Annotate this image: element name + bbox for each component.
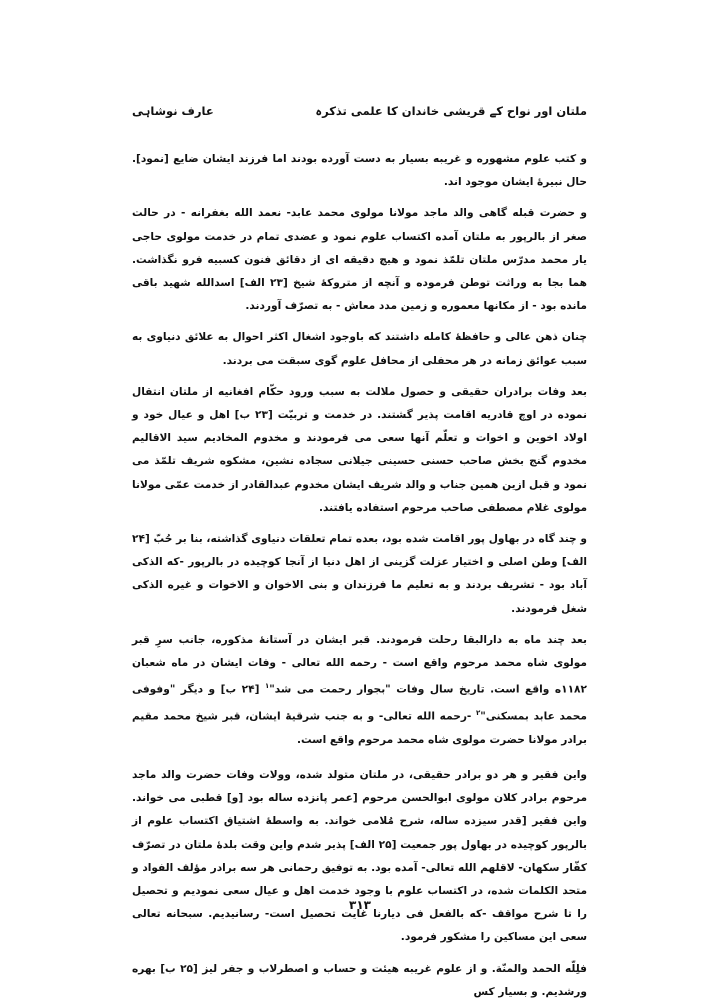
paragraph: و کتب علوم مشهوره و غریبه بسیار به دست آورده بودند اما فرزند ایشان ضایع [نمود]. حال نبیرهٔ ایشان موجود اند. [132, 153, 587, 189]
header-author: عارف نوشاہی [132, 104, 214, 118]
paragraph: و چند گاه در بهاول پور اقامت شده بود، بعده تمام تعلقات دنیاوی گذاشته، بنا بر حُبّ [۲۴ الف] وطن اصلی و اختیار عزلت گزینی از اهل دنیا از آنجا کوچیده در بالرپور -که الذکی آباد بود - تشریف بردند و به تعلیم ما فرزندان و بنی الاخوان و الاخوات و غیره الذکی شغل فرمودند. [132, 533, 587, 615]
main-text [132, 148, 587, 1004]
paragraph: چنان ذهن عالی و حافظهٔ کامله داشتند که باوجود اشغال اکثر احوال به علائق دنیاوی به سبب عوائق زمانه در هر محفلی از محافل علوم گوی سبقت می بردند. [132, 331, 587, 367]
footnote-marker: ۲ [476, 709, 481, 717]
paragraph-text: [۲۴ ب] و دیگر "وفوفی محمد عابد بمسکنی" [132, 683, 587, 723]
paragraph: بعد وفات برادران حقیقی و حصول ملالت به سبب ورود حکّام افغانیه از ملتان انتقال نموده در اوچ قادریه اقامت پذیر گشتند. در خدمت و تربیّت [۲۳ ب] اهل و عیال خود و اولاد اخوین و اخوات و تعلّم آنها سعی می فرمودند و مخدوم المخادیم سید الاقالیم مخدوم گنج بخش صاحب حسنی حسینی جیلانی سجاده نشین، مشکوه شریف تلمّذ می نمود و قبل ازین همین جناب و والد شریف ایشان مخدوم عبدالقادر از خدمت عمّی مولانا مولوی غلام مصطفی صاحب مرحوم استفاده یافتند. [132, 385, 587, 514]
paragraph: فلِلّه الحمد والمنّة. و از علوم غریبه هیئت و حساب و اصطرلاب و جفر لیز [۲۵ ب] بهره ورشدیم. و بسیار کس [132, 962, 587, 998]
paragraph [132, 629, 587, 752]
paragraph-text: بعد چند ماه به دارالبقا رحلت فرمودند. قبر ایشان در آستانهٔ مذکوره، جانب سرِ قبر مولوی شاه محمد مرحوم واقع است - رحمه الله تعالی - وفات ایشان در ماه شعبان ۱۱۸۲ه واقع است. تاریخ سال وفات "بجوار رحمت می شد" [132, 633, 587, 696]
paragraph-text: -رحمه الله تعالی- و به جنب شرقیهٔ ایشان، قبر شیخ محمد مقیم برادر مولانا حضرت مولوی شاه محمد مرحوم واقع است. [132, 710, 587, 746]
paragraph: و حضرت قبله گاهی والد ماجد مولانا مولوی محمد عابد- نعمد الله بغفرانه - در حالت صغر از بالرپور به ملتان آمده اکتساب علوم نمود و عضدی تمام در خدمت مولوی حاجی یار محمد مدرّس ملتان تلمّذ نمود و هیچ دقیقه ای از دقائق فنون کسبیه فرو نگذاشت. هما بجا به وراثت توطن فرموده و آنچه از متروکهٔ شیخ [۲۳ الف] اسدالله شهید باقی مانده بود - از مکانها معموره و زمین مدد معاش - به تصرّف آوردند. [132, 207, 588, 313]
paragraph: واین فقیر و هر دو برادر حقیقی، در ملتان متولد شده، وولات وفات حضرت والد ماجد مرحوم برادر کلان مولوی ابوالحسن مرحوم [عمر پانزده ساله بود [و] قطبی می خواند. واین فقیر [قدر سیزده ساله، شرح مُلامی خواند. به واسطهٔ اشتیاق اکتساب علوم از بالرپور کوچیده در بهاول پور جمعیت [۲۵ الف] پذیر شدم واین وقت بلدهٔ ملتان در تصرّف کفّار سکهان- لاقلهم الله تعالی- آمده بود. به توفیق رحمانی هر سه برادر مؤلف الفواد و متحد الکلمات شده، در اکتساب علوم با وجود خدمت اهل و عیال سعی نمودیم و تحصیل را تا شرح مواقف -که بالفعل فی دیارنا غایت تحصیل است- رسانیدیم. سبحانه تعالی سعی این مساکین را مشکور فرمود. [132, 768, 587, 944]
footnote-marker: ۱ [264, 682, 270, 691]
page-number: ۳۱۳ [349, 898, 371, 912]
header-book-title: ملتان اور نواح کے قریشی خاندان کا علمی تذکرہ [315, 104, 587, 118]
running-header [132, 104, 587, 126]
